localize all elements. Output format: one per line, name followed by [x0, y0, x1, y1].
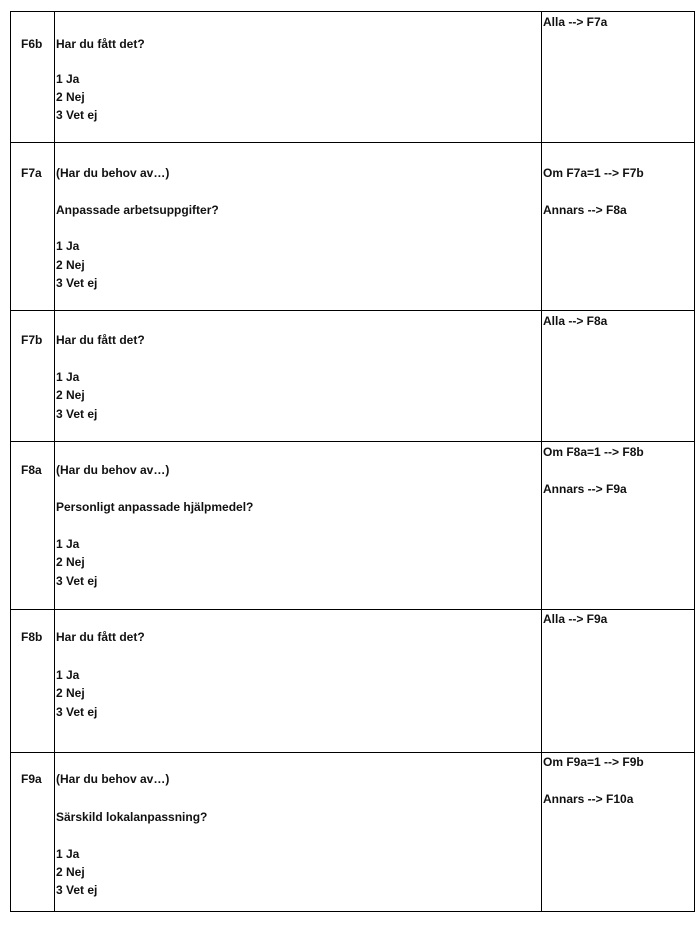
routing-instruction: Annars --> F9a: [543, 482, 627, 496]
table-row: [11, 12, 695, 143]
routing-cell: [542, 610, 695, 752]
answer-option: 3 Vet ej: [56, 705, 98, 719]
answer-option: 2 Nej: [56, 555, 85, 569]
question-cell: [55, 143, 542, 310]
routing-cell: [542, 12, 695, 142]
answer-option: 1 Ja: [56, 668, 80, 682]
question-id: F8b: [21, 630, 43, 644]
routing-instruction: Om F8a=1 --> F8b: [543, 445, 644, 459]
question-id: F8a: [21, 463, 42, 477]
routing-instruction: Alla --> F9a: [543, 612, 608, 626]
routing-instruction: Annars --> F10a: [543, 792, 634, 806]
question-cell: [55, 442, 542, 609]
question-cell: [55, 12, 542, 142]
table-row: [11, 610, 695, 753]
question-id-cell: [11, 311, 55, 441]
question-text: Särskild lokalanpassning?: [56, 810, 208, 824]
answer-option: 3 Vet ej: [56, 574, 98, 588]
question-id: F9a: [21, 772, 42, 786]
question-text: Personligt anpassade hjälpmedel?: [56, 500, 254, 514]
questionnaire-table: [10, 11, 695, 912]
answer-option: 3 Vet ej: [56, 883, 98, 897]
question-text: Har du fått det?: [56, 333, 145, 347]
question-cell: [55, 753, 542, 911]
question-lead: (Har du behov av…): [56, 772, 170, 786]
question-id-cell: [11, 753, 55, 911]
question-lead: (Har du behov av…): [56, 463, 170, 477]
question-cell: [55, 610, 542, 752]
routing-instruction: Annars --> F8a: [543, 203, 627, 217]
table-row: [11, 753, 695, 912]
routing-instruction: Alla --> F8a: [543, 314, 608, 328]
routing-cell: [542, 442, 695, 609]
question-id-cell: [11, 610, 55, 752]
routing-cell: [542, 311, 695, 441]
answer-option: 2 Nej: [56, 388, 85, 402]
answer-option: 2 Nej: [56, 865, 85, 879]
answer-option: 1 Ja: [56, 847, 80, 861]
answer-option: 2 Nej: [56, 90, 85, 104]
answer-option: 2 Nej: [56, 686, 85, 700]
table-row: [11, 311, 695, 442]
question-id-cell: [11, 442, 55, 609]
routing-instruction: Alla --> F7a: [543, 15, 608, 29]
answer-option: 1 Ja: [56, 72, 80, 86]
question-text: Har du fått det?: [56, 630, 145, 644]
answer-option: 3 Vet ej: [56, 407, 98, 421]
answer-option: 2 Nej: [56, 258, 85, 272]
table-row: [11, 143, 695, 311]
routing-instruction: Om F9a=1 --> F9b: [543, 755, 644, 769]
question-text: Har du fått det?: [56, 37, 145, 51]
question-id-cell: [11, 12, 55, 142]
routing-instruction: Om F7a=1 --> F7b: [543, 166, 644, 180]
question-id: F7a: [21, 166, 42, 180]
routing-cell: [542, 753, 695, 911]
routing-cell: [542, 143, 695, 310]
answer-option: 3 Vet ej: [56, 108, 98, 122]
question-text: Anpassade arbetsuppgifter?: [56, 203, 219, 217]
answer-option: 3 Vet ej: [56, 276, 98, 290]
answer-option: 1 Ja: [56, 537, 80, 551]
question-cell: [55, 311, 542, 441]
answer-option: 1 Ja: [56, 239, 80, 253]
table-row: [11, 442, 695, 610]
question-id-cell: [11, 143, 55, 310]
question-lead: (Har du behov av…): [56, 166, 170, 180]
question-id: F6b: [21, 37, 43, 51]
answer-option: 1 Ja: [56, 370, 80, 384]
question-id: F7b: [21, 333, 43, 347]
